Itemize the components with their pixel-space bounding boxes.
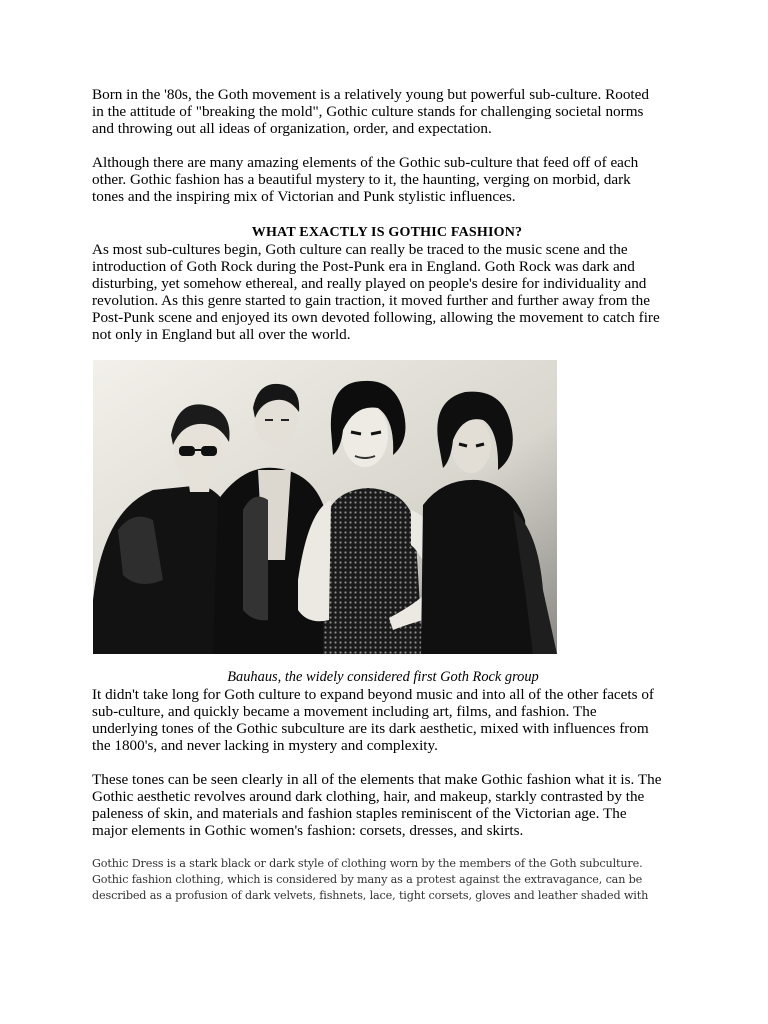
band-photo-illustration (93, 360, 557, 654)
text-line: disturbing, yet somehow ethereal, and really played on people's desire for individuality and (92, 275, 647, 292)
text-line: the 1800's, and never lacking in mystery and complexity. (92, 737, 438, 754)
text-line: It didn't take long for Goth culture to expand beyond music and into all of the other facets of (92, 686, 654, 703)
text-line: revolution. As this genre started to gain traction, it moved further and further away from the (92, 292, 650, 309)
gothic-dress-paragraph (92, 856, 682, 904)
text-line: Gothic aesthetic revolves around dark clothing, hair, and makeup, starkly contrasted by the (92, 788, 645, 805)
document-page (92, 86, 682, 904)
text-line: Gothic Dress is a stark black or dark style of clothing worn by the members of the Goth subculture. (92, 857, 643, 870)
text-line: in the attitude of "breaking the mold", Gothic culture stands for challenging societal norms (92, 103, 644, 120)
text-line: paleness of skin, and materials and fashion staples reminiscent of the Victorian age. The (92, 805, 627, 822)
text-line: and throwing out all ideas of organization, order, and expectation. (92, 120, 492, 137)
intro-paragraph-2 (92, 154, 682, 205)
text-line: Although there are many amazing elements of the Gothic sub-culture that feed off of each (92, 154, 639, 171)
text-line: not only in England but all over the world. (92, 326, 351, 343)
text-line: major elements in Gothic women's fashion: corsets, dresses, and skirts. (92, 822, 524, 839)
text-line: sub-culture, and quickly became a movement including art, films, and fashion. The (92, 703, 597, 720)
text-line: tones and the inspiring mix of Victorian and Punk stylistic influences. (92, 188, 516, 205)
text-line: These tones can be seen clearly in all of the elements that make Gothic fashion what it is. The (92, 771, 662, 788)
text-line: described as a profusion of dark velvets, fishnets, lace, tight corsets, gloves and leather shaded with (92, 889, 649, 902)
text-line: underlying tones of the Gothic subculture are its dark aesthetic, mixed with influences from (92, 720, 649, 737)
text-line: other. Gothic fashion has a beautiful mystery to it, the haunting, verging on morbid, dark (92, 171, 631, 188)
photo-caption: Bauhaus, the widely considered first Goth Rock group (227, 669, 539, 685)
text-line: Post-Punk scene and enjoyed its own devoted following, allowing the movement to catch fire (92, 309, 660, 326)
band-photo (93, 360, 557, 654)
text-line: introduction of Goth Rock during the Post-Punk era in England. Goth Rock was dark and (92, 258, 635, 275)
culture-paragraph (92, 686, 682, 754)
intro-paragraph-1 (92, 86, 682, 137)
text-line: As most sub-cultures begin, Goth culture can really be traced to the music scene and the (92, 241, 628, 258)
aesthetic-paragraph (92, 771, 682, 839)
section-paragraph-1 (92, 241, 682, 343)
section-heading: WHAT EXACTLY IS GOTHIC FASHION? (251, 225, 523, 240)
text-line: Born in the '80s, the Goth movement is a relatively young but powerful sub-culture. Rooted (92, 86, 649, 103)
text-line: Gothic fashion clothing, which is considered by many as a protest against the extravagance, can be (92, 873, 643, 886)
